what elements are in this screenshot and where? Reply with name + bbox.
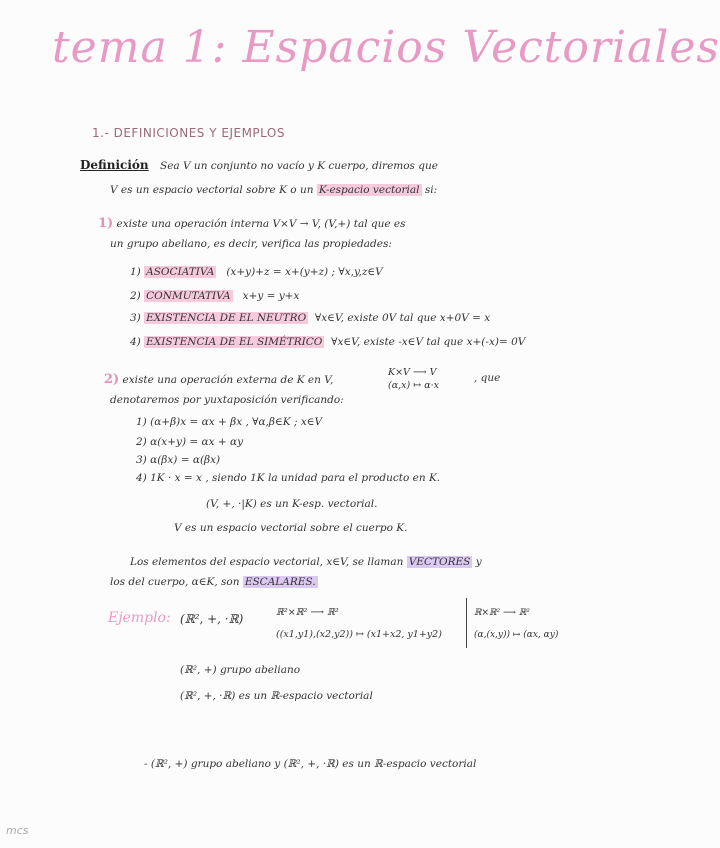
condition-1-line-1 (98, 216, 406, 231)
property-2-text: x+y = y+x (242, 290, 300, 302)
condition-1-line-2: un grupo abeliano, es decir, verifica las propiedades: (110, 238, 392, 250)
external-operation-map (388, 366, 439, 392)
conclusion-line-2: V es un espacio vectorial sobre el cuerpo K. (174, 522, 408, 534)
ext-property-1-number: 1) (136, 416, 147, 428)
ext-property-4-text: 1K · x = x , siendo 1K la unidad para el producto en K. (150, 472, 441, 484)
elements-line-2 (110, 576, 318, 588)
example-sum-top: ℝ²×ℝ² ⟶ ℝ² (276, 607, 339, 618)
ext-property-1-text: (α+β)x = αx + βx , ∀α,β∈K ; x∈V (150, 416, 323, 428)
example-sum-map (276, 602, 442, 646)
page-title: tema 1: Espacios Vectoriales (52, 22, 720, 73)
ext-property-3-text: α(βx) = α(βx) (150, 454, 221, 466)
k-espacio-vectorial-highlight: K-espacio vectorial (318, 184, 420, 196)
condition-2-line-2: denotaremos por yuxtaposición verificando: (110, 394, 344, 406)
example-divider (466, 598, 467, 648)
definition-line-2 (110, 184, 437, 196)
condition-2-number: 2) (104, 372, 120, 387)
elements-line-1 (130, 556, 482, 568)
example-line-2: (ℝ², +, ·ℝ) es un ℝ-espacio vectorial (180, 690, 373, 702)
example-product-top: ℝ×ℝ² ⟶ ℝ² (474, 608, 530, 618)
section-heading: 1.- DEFINICIONES Y EJEMPLOS (92, 126, 285, 140)
vectores-highlight: VECTORES (408, 556, 471, 568)
definition-line-2-end: si: (421, 184, 438, 196)
property-3-number: 3) (130, 312, 141, 324)
example-product-bottom: (α,(x,y)) ↦ (αx, αy) (474, 630, 559, 640)
property-1 (130, 266, 383, 278)
property-2-number: 2) (130, 290, 141, 302)
elements-line-1-end: y (472, 556, 482, 568)
elements-line-2-text: los del cuerpo, α∈K, son (110, 576, 243, 588)
example-product-map (474, 602, 558, 646)
example-label: Ejemplo: (108, 610, 171, 626)
property-4-number: 4) (130, 336, 141, 348)
ext-property-2-text: α(x+y) = αx + αy (150, 436, 244, 448)
definition-label: Definición (80, 158, 149, 172)
example-sum-bottom: ((x1,y1),(x2,y2)) ↦ (x1+x2, y1+y2) (276, 629, 442, 640)
ext-property-2 (136, 436, 243, 448)
external-map-top: K×V ⟶ V (388, 367, 437, 378)
condition-2-text: existe una operación externa de K en V, (122, 374, 334, 386)
condition-1-text: existe una operación interna V×V → V, (V,+) tal que es (116, 218, 406, 230)
example-space: (ℝ², +, ·ℝ) (180, 612, 244, 626)
signature: mcs (6, 824, 29, 837)
external-map-bottom: (α,x) ↦ α·x (388, 380, 439, 391)
conclusion-line-1: (V, +, ·|K) es un K-esp. vectorial. (206, 498, 378, 510)
escalares-highlight: ESCALARES. (244, 576, 316, 588)
property-1-name: ASOCIATIVA (146, 266, 215, 278)
definition-line-2-start: V es un espacio vectorial sobre K o un (110, 184, 317, 196)
property-4-text: ∀x∈V, existe -x∈V tal que x+(-x)= 0V (331, 336, 526, 348)
ext-property-4 (136, 472, 440, 484)
property-1-number: 1) (130, 266, 141, 278)
property-2 (130, 290, 299, 302)
property-4 (130, 336, 525, 348)
property-2-name: CONMUTATIVA (146, 290, 231, 302)
property-3-text: ∀x∈V, existe 0V tal que x+0V = x (314, 312, 491, 324)
property-1-text: (x+y)+z = x+(y+z) ; ∀x,y,z∈V (226, 266, 383, 278)
ext-property-1 (136, 416, 322, 428)
property-4-name: EXISTENCIA DE EL SIMÉTRICO (146, 336, 323, 348)
ext-property-2-number: 2) (136, 436, 147, 448)
property-3 (130, 312, 490, 324)
property-3-name: EXISTENCIA DE EL NEUTRO (146, 312, 307, 324)
condition-2-line-1-end: , que (474, 372, 501, 384)
condition-1-number: 1) (98, 216, 114, 231)
elements-line-1-text: Los elementos del espacio vectorial, x∈V, se llaman (130, 556, 407, 568)
ext-property-4-number: 4) (136, 472, 147, 484)
example-line-1: (ℝ², +) grupo abeliano (180, 664, 301, 676)
definition-line-1: Sea V un conjunto no vacío y K cuerpo, diremos que (160, 160, 438, 172)
ext-property-3-number: 3) (136, 454, 147, 466)
ext-property-3 (136, 454, 220, 466)
condition-2-line-1 (104, 372, 333, 387)
example-summary: - (ℝ², +) grupo abeliano y (ℝ², +, ·ℝ) es un ℝ-espacio vectorial (144, 758, 477, 770)
